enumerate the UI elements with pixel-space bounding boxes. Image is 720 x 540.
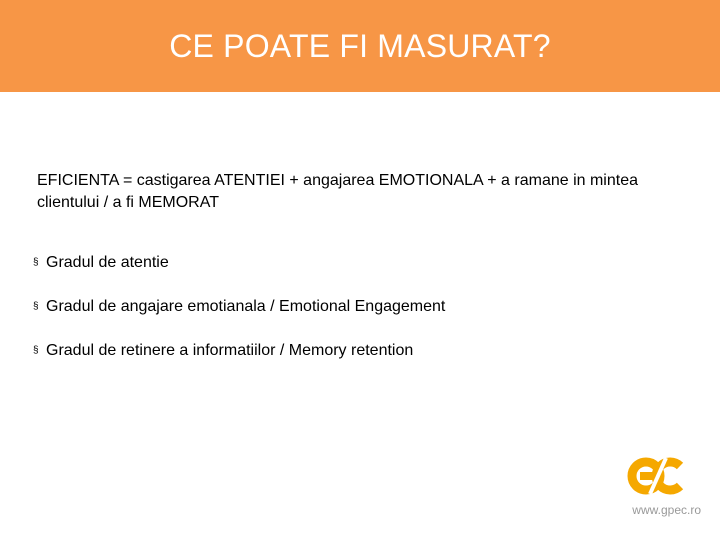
bullet-icon: § (33, 301, 39, 312)
title-bar (0, 0, 720, 92)
bullet-icon: § (33, 345, 39, 356)
list-item (33, 252, 673, 276)
list-item (33, 296, 673, 320)
bullet-list (33, 252, 673, 384)
bullet-icon: § (33, 257, 39, 268)
bullet-text: Gradul de retinere a informatiilor / Memory retention (46, 342, 414, 359)
gpec-logo-icon (626, 454, 688, 498)
website-link[interactable]: www.gpec.ro (632, 503, 701, 517)
list-item (33, 340, 673, 364)
bullet-text: Gradul de atentie (46, 254, 169, 271)
intro-text: EFICIENTA = castigarea ATENTIEI + angajarea EMOTIONALA + a ramane in mintea clientului / a fi MEMORAT (37, 172, 638, 211)
slide-title: CE POATE FI MASURAT? (169, 28, 551, 64)
bullet-text: Gradul de angajare emotianala / Emotional Engagement (46, 298, 446, 315)
